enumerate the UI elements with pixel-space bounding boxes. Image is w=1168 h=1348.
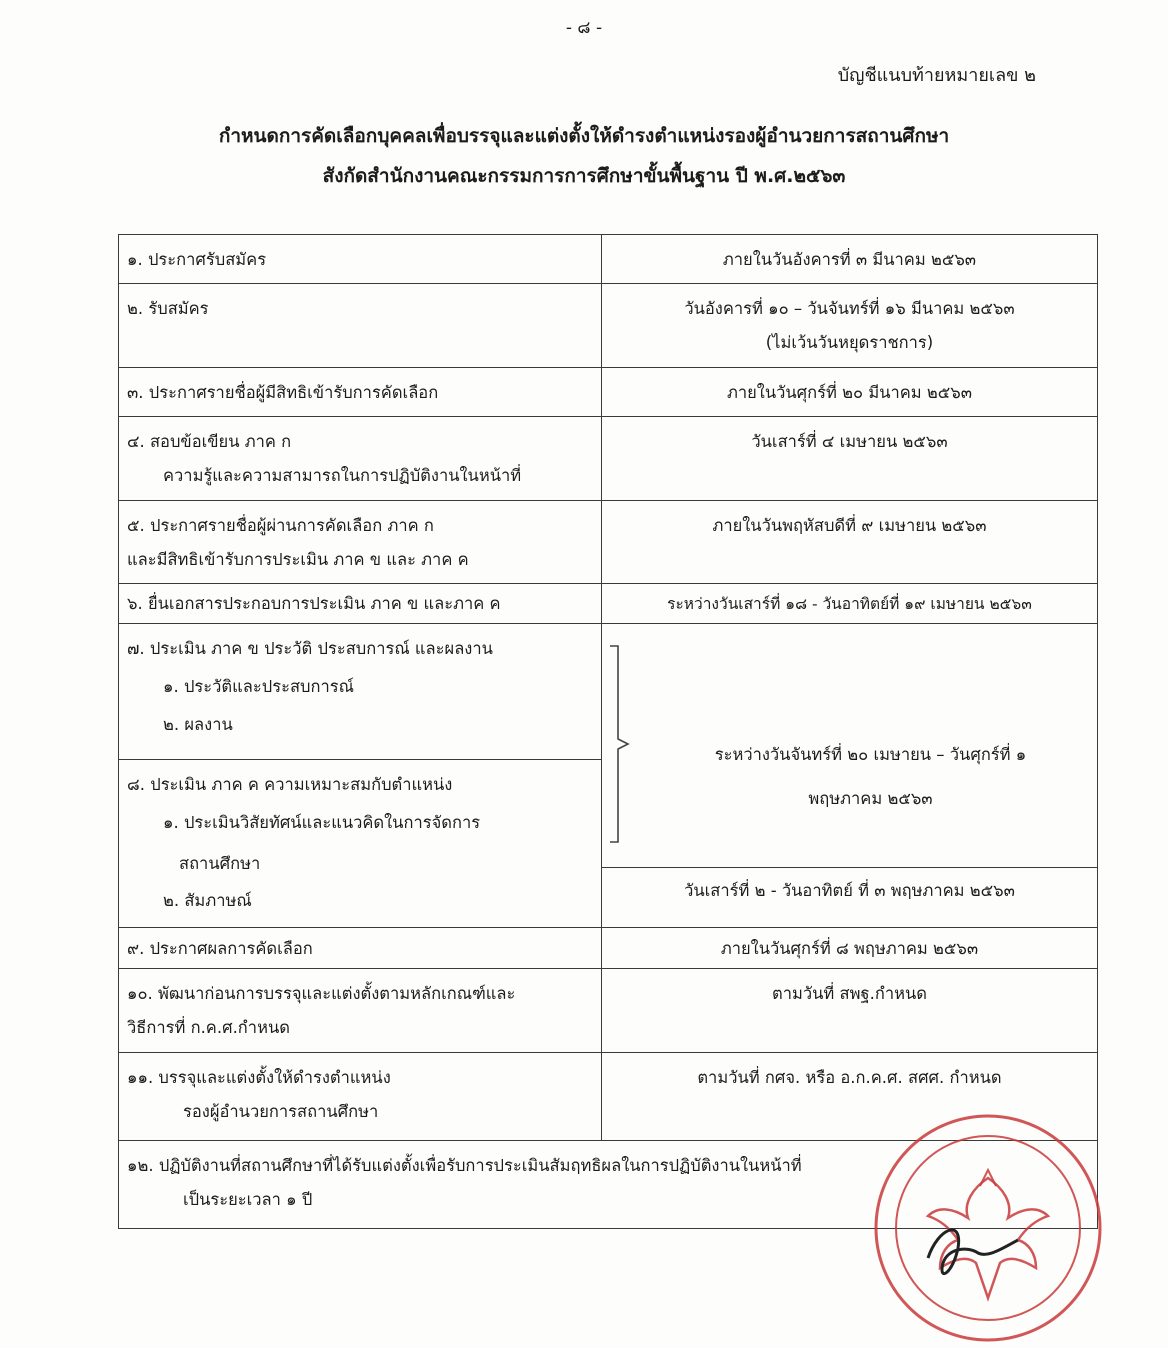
- date-cell: [602, 868, 1098, 928]
- step-subtext: เป็นระยะเวลา ๑ ปี: [183, 1190, 313, 1209]
- date-cell: [602, 417, 1098, 501]
- schedule-table: [118, 234, 1098, 1229]
- date-text: ระหว่างวันจันทร์ที่ ๒๐ เมษายน – วันศุกร์ที่ ๑: [714, 744, 1027, 764]
- step-subitem: ๑. ประเมินวิสัยทัศน์และแนวคิดในการจัดการ: [163, 813, 481, 832]
- annex-label: บัญชีแนบท้ายหมายเลข ๒: [837, 65, 1036, 86]
- date-text: วันเสาร์ที่ ๒ - วันอาทิตย์ ที่ ๓ พฤษภาคม ๒๕๖๓: [684, 881, 1015, 900]
- date-note: (ไม่เว้นวันหยุดราชการ): [765, 333, 934, 352]
- step-cell: [119, 624, 602, 760]
- date-cell: [602, 584, 1098, 624]
- step-cell: [119, 928, 602, 969]
- date-text: วันเสาร์ที่ ๔ เมษายน ๒๕๖๓: [751, 432, 948, 451]
- table-row: [119, 624, 1098, 760]
- step-text: ๔. สอบข้อเขียน ภาค ก: [127, 432, 292, 451]
- step-subtext: รองผู้อำนวยการสถานศึกษา: [183, 1102, 379, 1121]
- date-cell: [602, 928, 1098, 969]
- date-text: ภายในวันพฤหัสบดีที่ ๙ เมษายน ๒๕๖๓: [712, 516, 987, 535]
- date-text: วันอังคารที่ ๑๐ – วันจันทร์ที่ ๑๖ มีนาคม ๒๕๖๓: [684, 299, 1015, 318]
- step-cell: [119, 584, 602, 624]
- step-text: ๑๐. พัฒนาก่อนการบรรจุและแต่งตั้งตามหลักเกณฑ์และ: [127, 984, 516, 1003]
- garuda-seal-icon: [868, 1108, 1108, 1348]
- step-text: ๑๑. บรรจุและแต่งตั้งให้ดำรงตำแหน่ง: [127, 1068, 391, 1087]
- step-text: ๗. ประเมิน ภาค ข ประวัติ ประสบการณ์ และผลงาน: [127, 639, 493, 658]
- date-cell-merged: [602, 624, 1098, 868]
- step-text: ๙. ประกาศผลการคัดเลือก: [127, 939, 313, 958]
- step-subtext: ความรู้และความสามารถในการปฏิบัติงานในหน้าที่: [163, 466, 522, 485]
- step-subtext: และมีสิทธิเข้ารับการประเมิน ภาค ข และ ภาค ค: [127, 550, 469, 569]
- date-cell: [602, 284, 1098, 368]
- step-cell: [119, 760, 602, 928]
- step-text: ๓. ประกาศรายชื่อผู้มีสิทธิเข้ารับการคัดเลือก: [127, 383, 439, 402]
- document-title: [0, 116, 1168, 196]
- table-row: [119, 235, 1098, 284]
- date-cell: [602, 969, 1098, 1053]
- step-subitem: ๑. ประวัติและประสบการณ์: [163, 677, 354, 696]
- step-cell: [119, 284, 602, 368]
- title-line-2: สังกัดสำนักงานคณะกรรมการการศึกษาขั้นพื้นฐาน ปี พ.ศ.๒๕๖๓: [322, 165, 846, 187]
- step-subitem-cont: สถานศึกษา: [179, 854, 261, 873]
- date-text: พฤษภาคม ๒๕๖๓: [808, 788, 933, 808]
- step-subtext: วิธีการที่ ก.ค.ศ.กำหนด: [127, 1018, 290, 1037]
- date-text: ภายในวันศุกร์ที่ ๘ พฤษภาคม ๒๕๖๓: [720, 939, 979, 958]
- date-text: ภายในวันอังคารที่ ๓ มีนาคม ๒๕๖๓: [722, 250, 977, 269]
- page-number: - ๘ -: [565, 18, 603, 38]
- step-cell: [119, 501, 602, 584]
- step-cell: [119, 235, 602, 284]
- date-cell: [602, 501, 1098, 584]
- step-text: ๖. ยื่นเอกสารประกอบการประเมิน ภาค ข และภาค ค: [127, 594, 501, 613]
- step-cell: [119, 368, 602, 417]
- step-cell: [119, 969, 602, 1053]
- step-text: ๑. ประกาศรับสมัคร: [127, 250, 267, 269]
- date-cell: [602, 368, 1098, 417]
- step-text: ๘. ประเมิน ภาค ค ความเหมาะสมกับตำแหน่ง: [127, 775, 453, 794]
- step-subitem: ๒. ผลงาน: [163, 715, 233, 734]
- step-text: ๑๒. ปฏิบัติงานที่สถานศึกษาที่ได้รับแต่งตั้งเพื่อรับการประเมินสัมฤทธิผลในการปฏิบัติงานในหน้าที่: [127, 1156, 802, 1175]
- title-line-1: กำหนดการคัดเลือกบุคคลเพื่อบรรจุและแต่งตั้งให้ดำรงตำแหน่งรองผู้อำนวยการสถานศึกษา: [218, 125, 950, 147]
- signature-icon: [928, 1230, 1018, 1274]
- table-row: [119, 584, 1098, 624]
- date-text: ระหว่างวันเสาร์ที่ ๑๘ - วันอาทิตย์ที่ ๑๙ เมษายน ๒๕๖๓: [667, 595, 1032, 613]
- table-row: [119, 969, 1098, 1053]
- step-cell: [119, 417, 602, 501]
- table-row: [119, 284, 1098, 368]
- date-text: ภายในวันศุกร์ที่ ๒๐ มีนาคม ๒๕๖๓: [726, 383, 973, 402]
- date-text: ตามวันที่ กศจ. หรือ อ.ก.ค.ศ. สศศ. กำหนด: [697, 1068, 1002, 1087]
- step-text: ๕. ประกาศรายชื่อผู้ผ่านการคัดเลือก ภาค ก: [127, 516, 434, 535]
- table-row: [119, 417, 1098, 501]
- date-cell: [602, 235, 1098, 284]
- step-cell: [119, 1053, 602, 1141]
- table-row: [119, 368, 1098, 417]
- table-row: [119, 928, 1098, 969]
- table-row: [119, 501, 1098, 584]
- step-subitem: ๒. สัมภาษณ์: [163, 891, 252, 910]
- brace-icon: [608, 644, 632, 844]
- step-text: ๒. รับสมัคร: [127, 299, 209, 318]
- date-text: ตามวันที่ สพฐ.กำหนด: [772, 984, 927, 1003]
